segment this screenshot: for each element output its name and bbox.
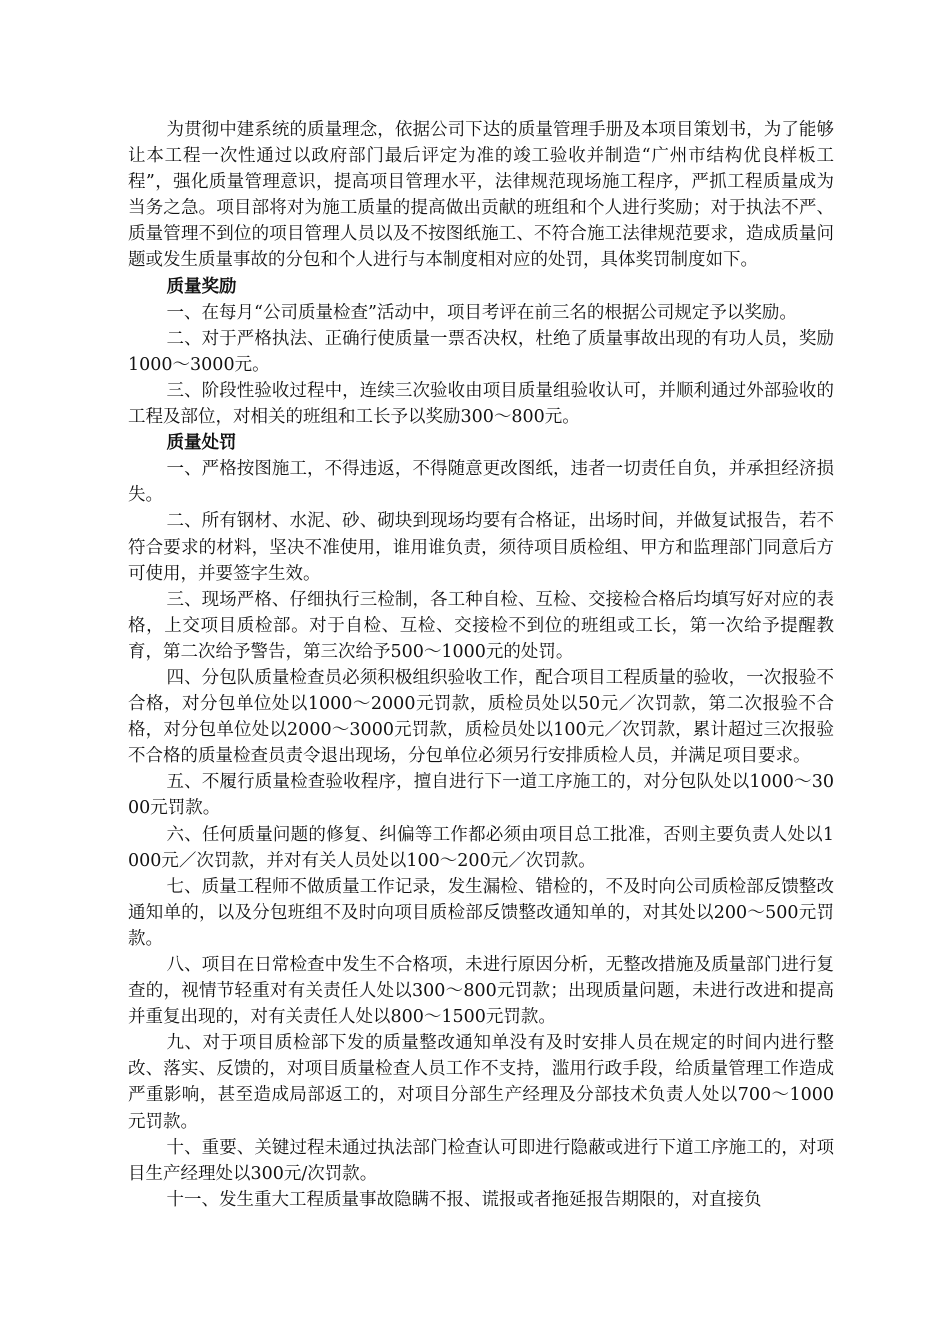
- reward-item-2: 二、对于严格执法、正确行使质量一票否决权，杜绝了质量事故出现的有功人员，奖励1000～3000元。: [128, 328, 834, 375]
- reward-item-1: 一、在每月“公司质量检查”活动中，项目考评在前三名的根据公司规定予以奖励。: [166, 302, 797, 323]
- penalty-item-6: 六、任何质量问题的修复、纠偏等工作都必须由项目总工批准，否则主要负责人处以1000元／次罚款，并对有关人员处以100～200元／次罚款。: [128, 824, 834, 871]
- penalty-item-10: 十、重要、关键过程未通过执法部门检查认可即进行隐蔽或进行下道工序施工的，对项目生产经理处以300元/次罚款。: [128, 1137, 834, 1184]
- penalty-item-9: 九、对于项目质检部下发的质量整改通知单没有及时安排人员在规定的时间内进行整改、落实、反馈的，对项目质量检查人员工作不支持，滥用行政手段，给质量管理工作造成严重影响，甚至造成局部返工的，对项目分部生产经理及分部技术负责人处以700～1000元罚款。: [128, 1033, 834, 1132]
- penalty-item-8: 八、项目在日常检查中发生不合格项，未进行原因分析，无整改措施及质量部门进行复查的，视情节轻重对有关责任人处以300～800元罚款；出现质量问题，未进行改进和提高并重复出现的，对有关责任人处以800～1500元罚款。: [128, 955, 834, 1028]
- penalty-item-4: 四、分包队质量检查员必须积极组织验收工作，配合项目工程质量的验收，一次报验不合格，对分包单位处以1000～2000元罚款，质检员处以50元／次罚款，第二次报验不合格，对分包单位处以2000～3000元罚款，质检员处以100元／次罚款，累计超过三次报验不合格的质量检查员责令退出现场，分包单位必须另行安排质检人员，并满足项目要求。: [128, 667, 834, 767]
- reward-item-3: 三、阶段性验收过程中，连续三次验收由项目质量组验收认可，并顺利通过外部验收的工程及部位，对相关的班组和工长予以奖励300～800元。: [128, 380, 834, 428]
- reward-heading: 质量奖励: [166, 276, 237, 297]
- penalty-item-1: 一、严格按图施工，不得违返，不得随意更改图纸，违者一切责任自负，并承担经济损失。: [128, 459, 834, 506]
- penalty-item-2: 二、所有钢材、水泥、砂、砌块到现场均要有合格证，出场时间，并做复试报告，若不符合要求的材料，坚决不准使用，谁用谁负责，须待项目质检组、甲方和监理部门同意后方可使用，并要签字生效。: [128, 511, 834, 584]
- penalty-item-5: 五、不履行质量检查验收程序，擅自进行下一道工序施工的，对分包队处以1000～3000元罚款。: [128, 772, 834, 819]
- document-body: [128, 117, 834, 1213]
- penalty-item-3: 三、现场严格、仔细执行三检制，各工种自检、互检、交接检合格后均填写好对应的表格，上交项目质检部。对于自检、互检、交接检不到位的班组或工长，第一次给予提醒教育，第二次给予警告，第三次给予500～1000元的处罚。: [128, 589, 834, 662]
- penalty-item-11: 十一、发生重大工程质量事故隐瞒不报、谎报或者拖延报告期限的，对直接负: [166, 1189, 762, 1210]
- intro-paragraph: 为贯彻中建系统的质量理念，依据公司下达的质量管理手册及本项目策划书，为了能够让本工程一次性通过以政府部门最后评定为准的竣工验收并制造“广州市结构优良样板工程”，强化质量管理意识，提高项目管理水平，法律规范现场施工程序，严抓工程质量成为当务之急。项目部将对为施工质量的提高做出贡献的班组和个人进行奖励；对于执法不严、质量管理不到位的项目管理人员以及不按图纸施工、不符合施工法律规范要求，造成质量问题或发生质量事故的分包和个人进行与本制度相对应的处罚，具体奖罚制度如下。: [128, 120, 834, 271]
- penalty-item-7: 七、质量工程师不做质量工作记录，发生漏检、错检的，不及时向公司质检部反馈整改通知单的，以及分包班组不及时向项目质检部反馈整改通知单的，对其处以200～500元罚款。: [128, 876, 834, 949]
- penalty-heading: 质量处罚: [166, 433, 237, 454]
